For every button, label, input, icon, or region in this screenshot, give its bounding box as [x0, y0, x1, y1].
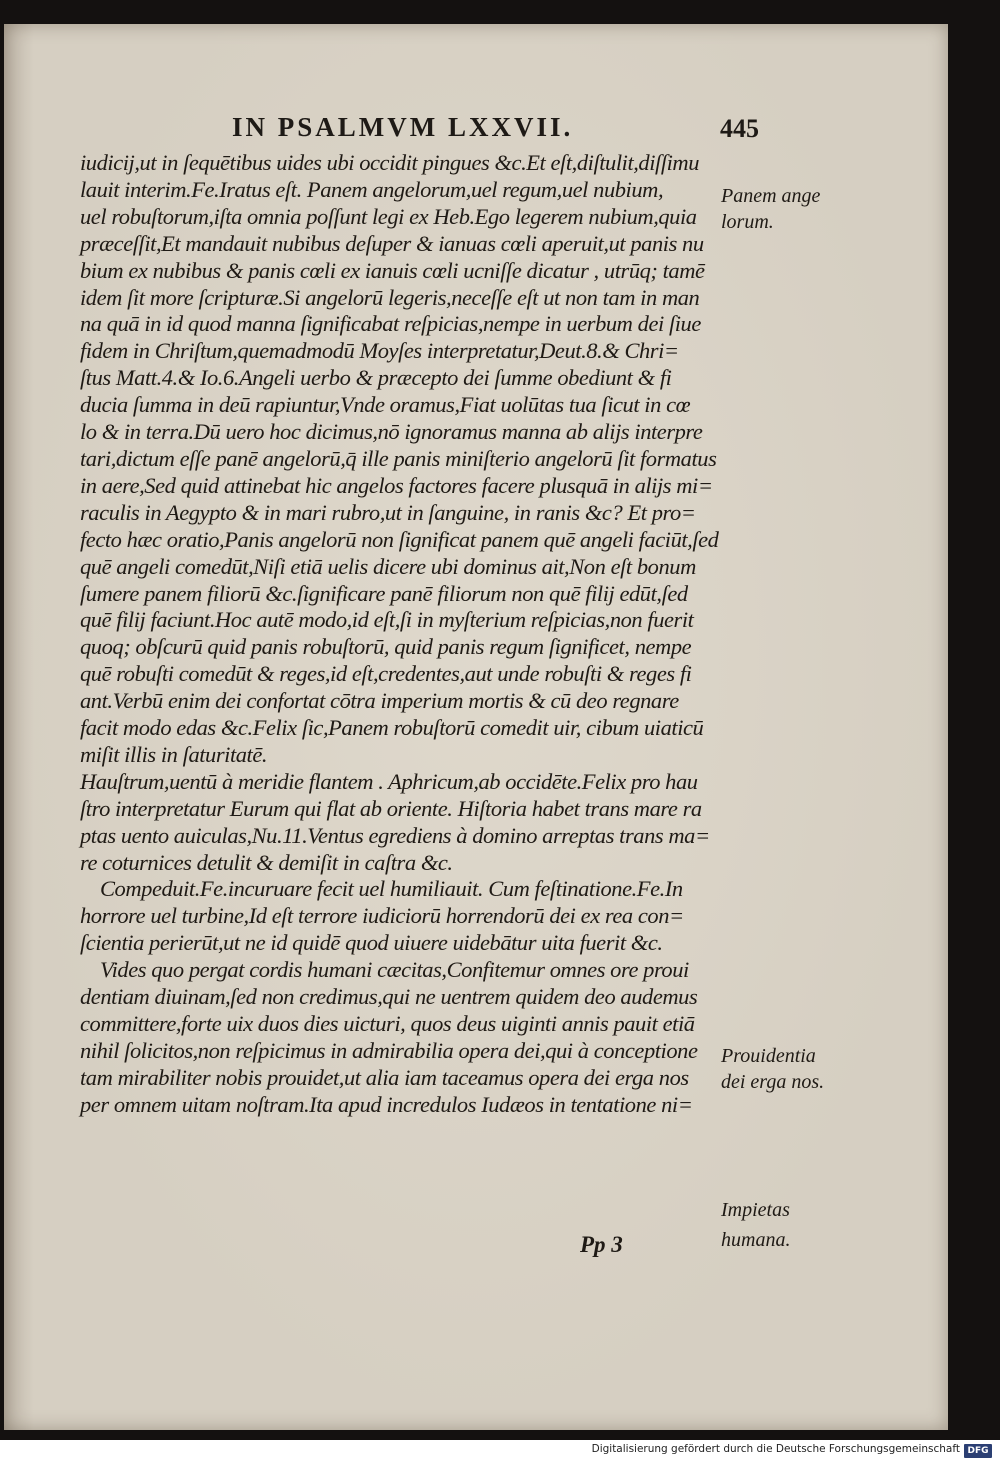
text-line: in aere,Sed quid attinebat hic angelos factores facere plusquā in alijs mi= [80, 472, 713, 498]
funding-credit: Digitalisierung gefördert durch die Deutsche Forschungsgemeinschaft [591, 1443, 960, 1455]
text-line: Vides quo pergat cordis humani cæcitas,Confitemur omnes ore proui [100, 957, 689, 983]
page-number: 445 [720, 114, 759, 143]
text-line: ſcientia perierūt,ut ne id quidē quod uiuere uidebātur uita fuerit &c. [80, 930, 663, 956]
text-line: præceſſit,Et mandauit nubibus deſuper & ianuas cœli aperuit,ut panis nu [80, 230, 704, 256]
text-line: fidem in Chriſtum,quemadmodū Moyſes interpretatur,Deut.8.& Chri= [80, 338, 679, 364]
marginal-note: humana. [721, 1229, 791, 1251]
text-line: raculis in Aegypto & in mari rubro,ut in ſanguine, in ranis &c? Et pro= [80, 499, 696, 525]
text-line: Compeduit.Fe.incuruare fecit uel humiliauit. Cum feſtinatione.Fe.In [100, 876, 683, 902]
text-line: iudicij,ut in ſequētibus uides ubi occidit pingues &c.Et eſt,diſtulit,diſſimu [80, 150, 700, 175]
text-line: quē angeli comedūt,Niſi etiā uelis dicere ubi dominus ait,Non eſt bonum [80, 553, 696, 579]
text-line: bium ex nubibus & panis cœli ex ianuis cœli ucniſſe dicatur , utrūq; tamē [80, 257, 705, 283]
text-line: ptas uento auiculas,Nu.11.Ventus egrediens à domino arreptas trans ma= [80, 822, 710, 848]
text-line: uel robuſtorum,iſta omnia poſſunt legi ex Heb.Ego legerem nubium,quia [80, 203, 697, 229]
marginal-note: dei erga nos. [721, 1071, 825, 1093]
text-line: horrore uel turbine,Id eſt terrore iudiciorū horrendorū dei ex rea con= [80, 903, 684, 929]
marginal-note: Panem ange [721, 185, 821, 207]
marginal-note: Impietas [721, 1199, 790, 1221]
dfg-logo-icon: DFG [964, 1444, 992, 1458]
book-page [4, 24, 948, 1430]
text-line: facit modo edas &c.Felix ſic,Panem robuſtorū comedit uir, cibum uiaticū [80, 715, 704, 741]
marginal-note: Prouidentia [721, 1045, 816, 1067]
marginal-note: lorum. [721, 211, 774, 233]
running-head: IN PSALMVM LXXVII. [232, 112, 574, 142]
signature-mark: Pp 3 [580, 1232, 623, 1257]
text-line: ducia ſumma in deū rapiuntur,Vnde oramus,Fiat uolūtas tua ſicut in cœ [80, 392, 691, 418]
text-line: re coturnices detulit & demiſit in caſtra &c. [80, 849, 453, 875]
text-line: tari,dictum eſſe panē angelorū,q̄ ille panis miniſterio angelorū ſit formatus [80, 445, 717, 471]
text-line: miſit illis in ſaturitatē. [80, 741, 268, 767]
text-line: ſtus Matt.4.& Io.6.Angeli uerbo & præcepto dei ſumme obediunt & fi [80, 365, 672, 391]
text-line: per omnem uitam noſtram.Ita apud incredulos Iudæos in tentatione ni= [80, 1091, 693, 1117]
text-line: fecto hæc oratio,Panis angelorū non ſignificat panem quē angeli faciūt,ſed [80, 526, 719, 552]
text-line: na quā in id quod manna ſignificabat reſpicias,nempe in uerbum dei ſiue [80, 311, 701, 337]
text-line: lauit interim.Fe.Iratus eſt. Panem angelorum,uel regum,uel nubium, [80, 176, 664, 202]
text-line: ant.Verbū enim dei confortat cōtra imperium mortis & cū deo regnare [80, 688, 679, 714]
text-line: quē filij faciunt.Hoc autē modo,id eſt,ſi in myſterium reſpicias,non fuerit [80, 607, 694, 633]
text-line: ſumere panem filiorū &c.ſignificare panē filiorum non quē filij edūt,ſed [80, 580, 688, 606]
text-line: nihil ſolicitos,non reſpicimus in admirabilia opera dei,qui à conceptione [80, 1037, 698, 1063]
text-line: committere,forte uix duos dies uicturi, quos deus uiginti annis pauit etiā [80, 1011, 695, 1036]
main-text-block [80, 150, 720, 1119]
text-line: quoq; obſcurū quid panis robuſtorū, quid panis regum ſignificet, nempe [80, 634, 692, 660]
text-line: tam mirabiliter nobis prouidet,ut alia iam taceamus opera dei erga nos [80, 1064, 689, 1090]
text-line: quē robuſti comedūt & reges,id eſt,credentes,aut unde robuſti & reges fi [80, 661, 692, 687]
text-line: ſtro interpretatur Eurum qui flat ab oriente. Hiſtoria habet trans mare ra [80, 795, 702, 821]
text-line: idem ſit more ſcripturæ.Si angelorū legeris,neceſſe eſt ut non tam in man [80, 284, 700, 310]
text-line: dentiam diuinam,ſed non credimus,qui ne uentrem quidem deo audemus [80, 984, 698, 1010]
text-line: lo & in terra.Dū uero hoc dicimus,nō ignoramus manna ab alijs interpre [80, 419, 703, 445]
text-line: Hauſtrum,uentū à meridie flantem . Aphricum,ab occidēte.Felix pro hau [80, 768, 698, 794]
